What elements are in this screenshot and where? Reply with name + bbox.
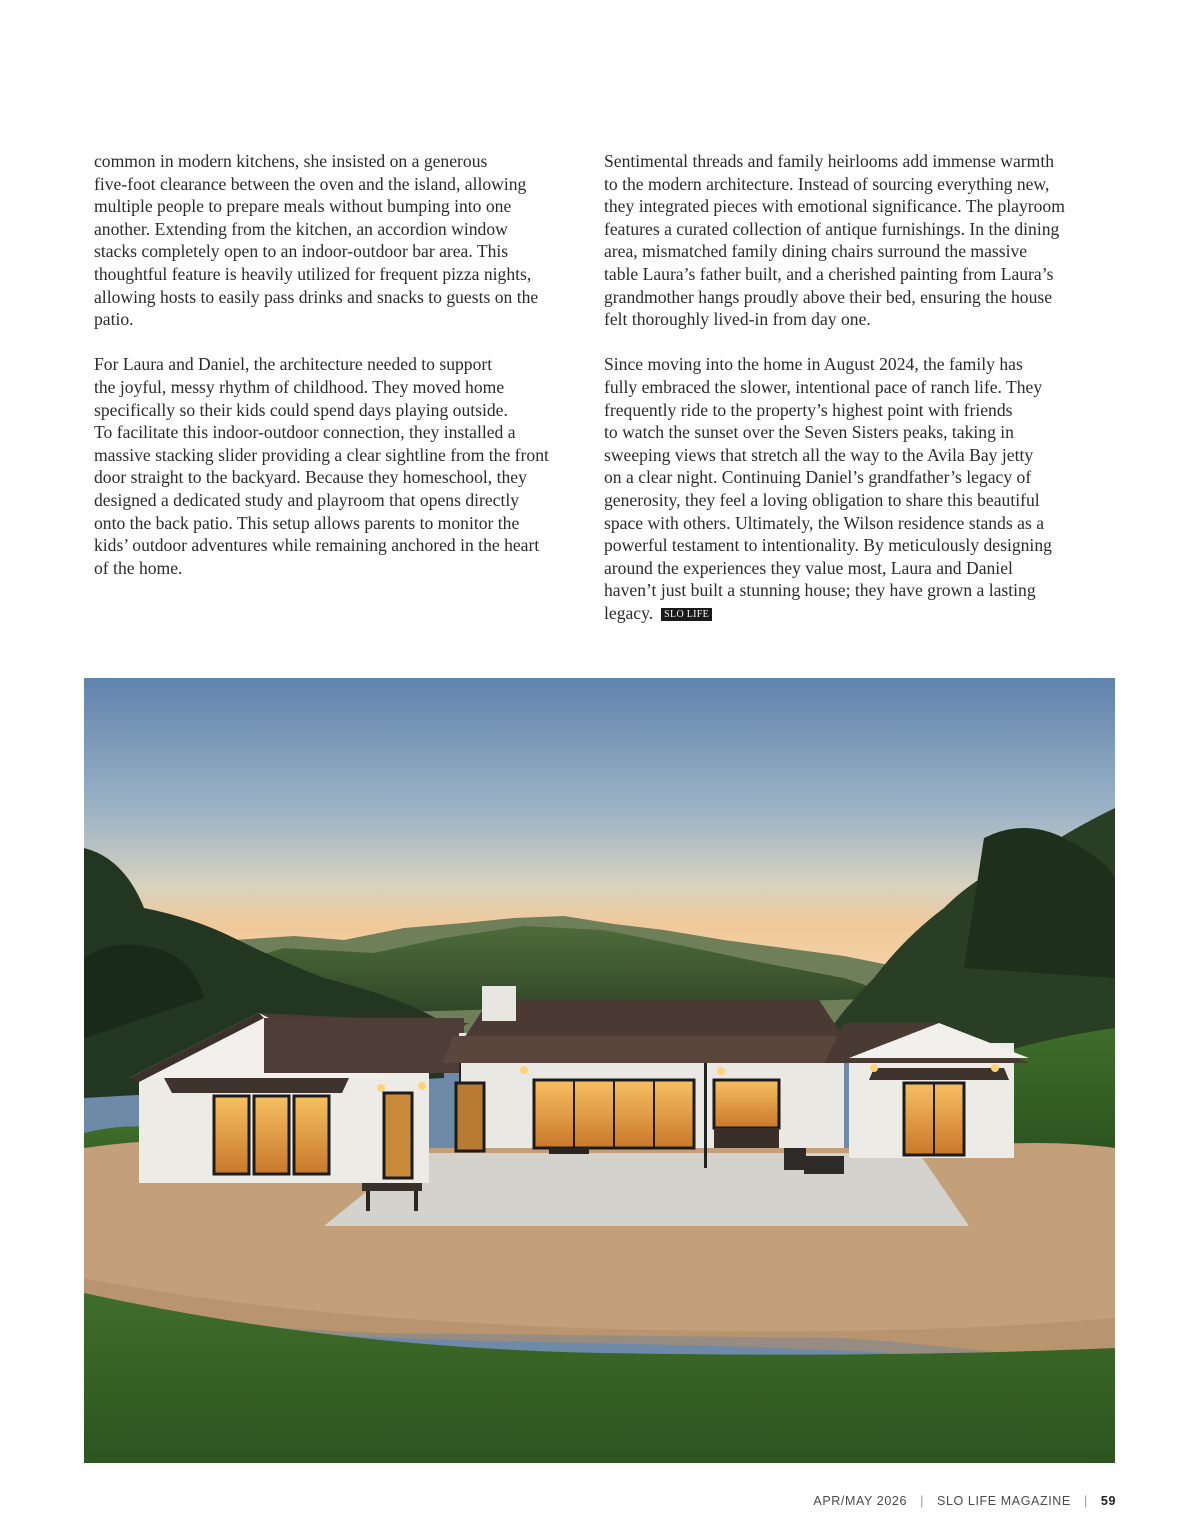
text-line: kids’ outdoor adventures while remaining anchored in the heart: [94, 535, 540, 556]
text-line: features a curated collection of antique furnishings. In the dining: [604, 218, 1060, 239]
paragraph-break: [94, 331, 586, 354]
text-line: common in modern kitchens, she insisted on a generous: [94, 151, 488, 171]
text-line: stacks completely open to an indoor-outdoor bar area. This: [94, 241, 509, 262]
text-line: the joyful, messy rhythm of childhood. They moved home: [94, 376, 505, 397]
article-column-left: [94, 150, 586, 579]
text-line: patio.: [94, 309, 134, 330]
text-line: Sentimental threads and family heirlooms add immense warmth: [604, 151, 1054, 171]
footer-magazine-name: SLO LIFE MAGAZINE: [937, 1494, 1071, 1508]
footer-issue: APR/MAY 2026: [813, 1494, 908, 1508]
text-line: five-foot clearance between the oven and the island, allowing: [94, 173, 527, 194]
text-line: felt thoroughly lived-in from day one.: [604, 309, 871, 330]
article-column-right: [604, 150, 1096, 624]
text-line: thoughtful feature is heavily utilized for frequent pizza nights,: [94, 263, 532, 284]
text-line: frequently ride to the property’s highest point with friends: [604, 399, 1013, 420]
ranch-house-photo: [84, 678, 1115, 1463]
text-line: door straight to the backyard. Because they homeschool, they: [94, 467, 527, 488]
text-line: they integrated pieces with emotional significance. The playroom: [604, 196, 1065, 217]
text-line: designed a dedicated study and playroom that opens directly: [94, 489, 520, 510]
paragraph-break: [604, 331, 1096, 354]
text-line: to watch the sunset over the Seven Sisters peaks, taking in: [604, 422, 1014, 443]
text-line: around the experiences they value most, Laura and Daniel: [604, 557, 1013, 578]
text-line: multiple people to prepare meals without bumping into one: [94, 196, 512, 217]
text-line: sweeping views that stretch all the way to the Avila Bay jetty: [604, 444, 1034, 465]
text-line: legacy.: [604, 602, 654, 623]
text-line: haven’t just built a stunning house; they have grown a lasting: [604, 580, 1036, 601]
text-line: onto the back patio. This setup allows parents to monitor the: [94, 512, 520, 533]
footer-separator: |: [920, 1494, 924, 1508]
text-line: generosity, they feel a loving obligation to share this beautiful: [604, 489, 1040, 510]
text-line: To facilitate this indoor-outdoor connection, they installed a: [94, 422, 516, 443]
text-line: on a clear night. Continuing Daniel’s grandfather’s legacy of: [604, 467, 1032, 488]
text-line: allowing hosts to easily pass drinks and snacks to guests on the: [94, 286, 539, 307]
text-line: of the home.: [94, 557, 183, 578]
text-line: another. Extending from the kitchen, an accordion window: [94, 218, 508, 239]
text-line: to the modern architecture. Instead of sourcing everything new,: [604, 173, 1050, 194]
slo-life-end-mark: SLO LIFE: [661, 608, 712, 621]
text-line: massive stacking slider providing a clear sightline from the front: [94, 444, 549, 465]
text-line: For Laura and Daniel, the architecture needed to support: [94, 354, 493, 375]
text-line: table Laura’s father built, and a cherished painting from Laura’s: [604, 263, 1054, 284]
text-line: fully embraced the slower, intentional pace of ranch life. They: [604, 376, 1043, 397]
footer-separator: |: [1083, 1494, 1088, 1508]
text-line: specifically so their kids could spend days playing outside.: [94, 399, 508, 420]
text-line: grandmother hangs proudly above their bed, ensuring the house: [604, 286, 1053, 307]
text-line: area, mismatched family dining chairs surround the massive: [604, 241, 1028, 262]
page-footer: [813, 1494, 1116, 1508]
last-line-wrap: [604, 602, 1096, 625]
text-line: space with others. Ultimately, the Wilson residence stands as a: [604, 512, 1044, 533]
page-number: 59: [1100, 1494, 1116, 1508]
text-line: Since moving into the home in August 2024, the family has: [604, 354, 1023, 375]
text-line: powerful testament to intentionality. By meticulously designing: [604, 535, 1052, 556]
